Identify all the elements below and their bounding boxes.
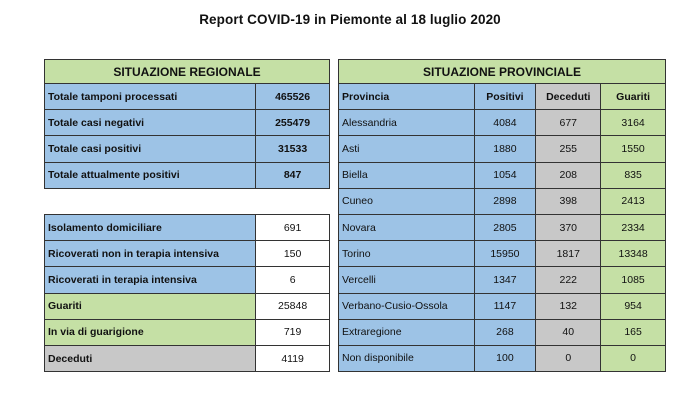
regional-summary-table — [44, 59, 330, 189]
province-name: Non disponibile — [339, 345, 475, 371]
column-header-positivi: Positivi — [474, 84, 536, 110]
guariti-value: 2413 — [601, 188, 666, 214]
table-row — [45, 110, 330, 136]
table-row — [339, 188, 666, 214]
column-header-provincia: Provincia — [339, 84, 475, 110]
deceduti-value: 1817 — [536, 241, 601, 267]
table-row — [339, 162, 666, 188]
row-value: 847 — [256, 162, 330, 188]
row-label: Deceduti — [45, 345, 256, 371]
guariti-value: 0 — [601, 345, 666, 371]
table-row — [45, 84, 330, 110]
guariti-value: 2334 — [601, 214, 666, 240]
table-row — [45, 241, 330, 267]
provincial-table — [338, 59, 666, 372]
guariti-value: 13348 — [601, 241, 666, 267]
guariti-value: 165 — [601, 319, 666, 345]
province-name: Verbano-Cusio-Ossola — [339, 293, 475, 319]
row-label: Totale casi positivi — [45, 136, 256, 162]
row-label: Ricoverati in terapia intensiva — [45, 267, 256, 293]
regional-header: SITUAZIONE REGIONALE — [45, 60, 330, 84]
deceduti-value: 398 — [536, 188, 601, 214]
table-row — [45, 267, 330, 293]
row-label: Totale attualmente positivi — [45, 162, 256, 188]
province-name: Novara — [339, 214, 475, 240]
deceduti-value: 40 — [536, 319, 601, 345]
positivi-value: 15950 — [474, 241, 536, 267]
positivi-value: 2898 — [474, 188, 536, 214]
row-value: 691 — [256, 215, 330, 241]
column-header-row — [339, 84, 666, 110]
guariti-value: 1085 — [601, 267, 666, 293]
row-label: Totale tamponi processati — [45, 84, 256, 110]
row-value: 255479 — [256, 110, 330, 136]
table-row — [339, 214, 666, 240]
row-value: 25848 — [256, 293, 330, 319]
regional-detail-table — [44, 214, 330, 372]
row-label: Ricoverati non in terapia intensiva — [45, 241, 256, 267]
deceduti-value: 222 — [536, 267, 601, 293]
row-label: Isolamento domiciliare — [45, 215, 256, 241]
row-value: 465526 — [256, 84, 330, 110]
deceduti-value: 208 — [536, 162, 601, 188]
positivi-value: 1147 — [474, 293, 536, 319]
table-row — [45, 345, 330, 371]
table-row — [339, 293, 666, 319]
deceduti-value: 255 — [536, 136, 601, 162]
province-name: Alessandria — [339, 110, 475, 136]
guariti-value: 3164 — [601, 110, 666, 136]
table-row — [339, 319, 666, 345]
table-row — [45, 136, 330, 162]
table-row — [45, 319, 330, 345]
table-row — [339, 136, 666, 162]
table-row — [339, 267, 666, 293]
table-row — [45, 293, 330, 319]
row-value: 6 — [256, 267, 330, 293]
province-name: Asti — [339, 136, 475, 162]
province-name: Cuneo — [339, 188, 475, 214]
deceduti-value: 132 — [536, 293, 601, 319]
table-row — [339, 345, 666, 371]
guariti-value: 1550 — [601, 136, 666, 162]
province-name: Biella — [339, 162, 475, 188]
provincial-header: SITUAZIONE PROVINCIALE — [339, 60, 666, 84]
province-name: Torino — [339, 241, 475, 267]
table-row — [45, 162, 330, 188]
row-value: 719 — [256, 319, 330, 345]
column-header-guariti: Guariti — [601, 84, 666, 110]
positivi-value: 4084 — [474, 110, 536, 136]
page-title: Report COVID-19 in Piemonte al 18 luglio 2020 — [199, 12, 501, 27]
positivi-value: 1347 — [474, 267, 536, 293]
positivi-value: 1054 — [474, 162, 536, 188]
guariti-value: 835 — [601, 162, 666, 188]
table-row — [339, 241, 666, 267]
deceduti-value: 677 — [536, 110, 601, 136]
positivi-value: 1880 — [474, 136, 536, 162]
column-header-deceduti: Deceduti — [536, 84, 601, 110]
positivi-value: 268 — [474, 319, 536, 345]
row-value: 31533 — [256, 136, 330, 162]
table-row — [45, 215, 330, 241]
positivi-value: 2805 — [474, 214, 536, 240]
row-value: 150 — [256, 241, 330, 267]
province-name: Vercelli — [339, 267, 475, 293]
row-label: In via di guarigione — [45, 319, 256, 345]
deceduti-value: 0 — [536, 345, 601, 371]
row-label: Totale casi negativi — [45, 110, 256, 136]
row-label: Guariti — [45, 293, 256, 319]
deceduti-value: 370 — [536, 214, 601, 240]
guariti-value: 954 — [601, 293, 666, 319]
table-row — [339, 110, 666, 136]
positivi-value: 100 — [474, 345, 536, 371]
province-name: Extraregione — [339, 319, 475, 345]
row-value: 4119 — [256, 345, 330, 371]
